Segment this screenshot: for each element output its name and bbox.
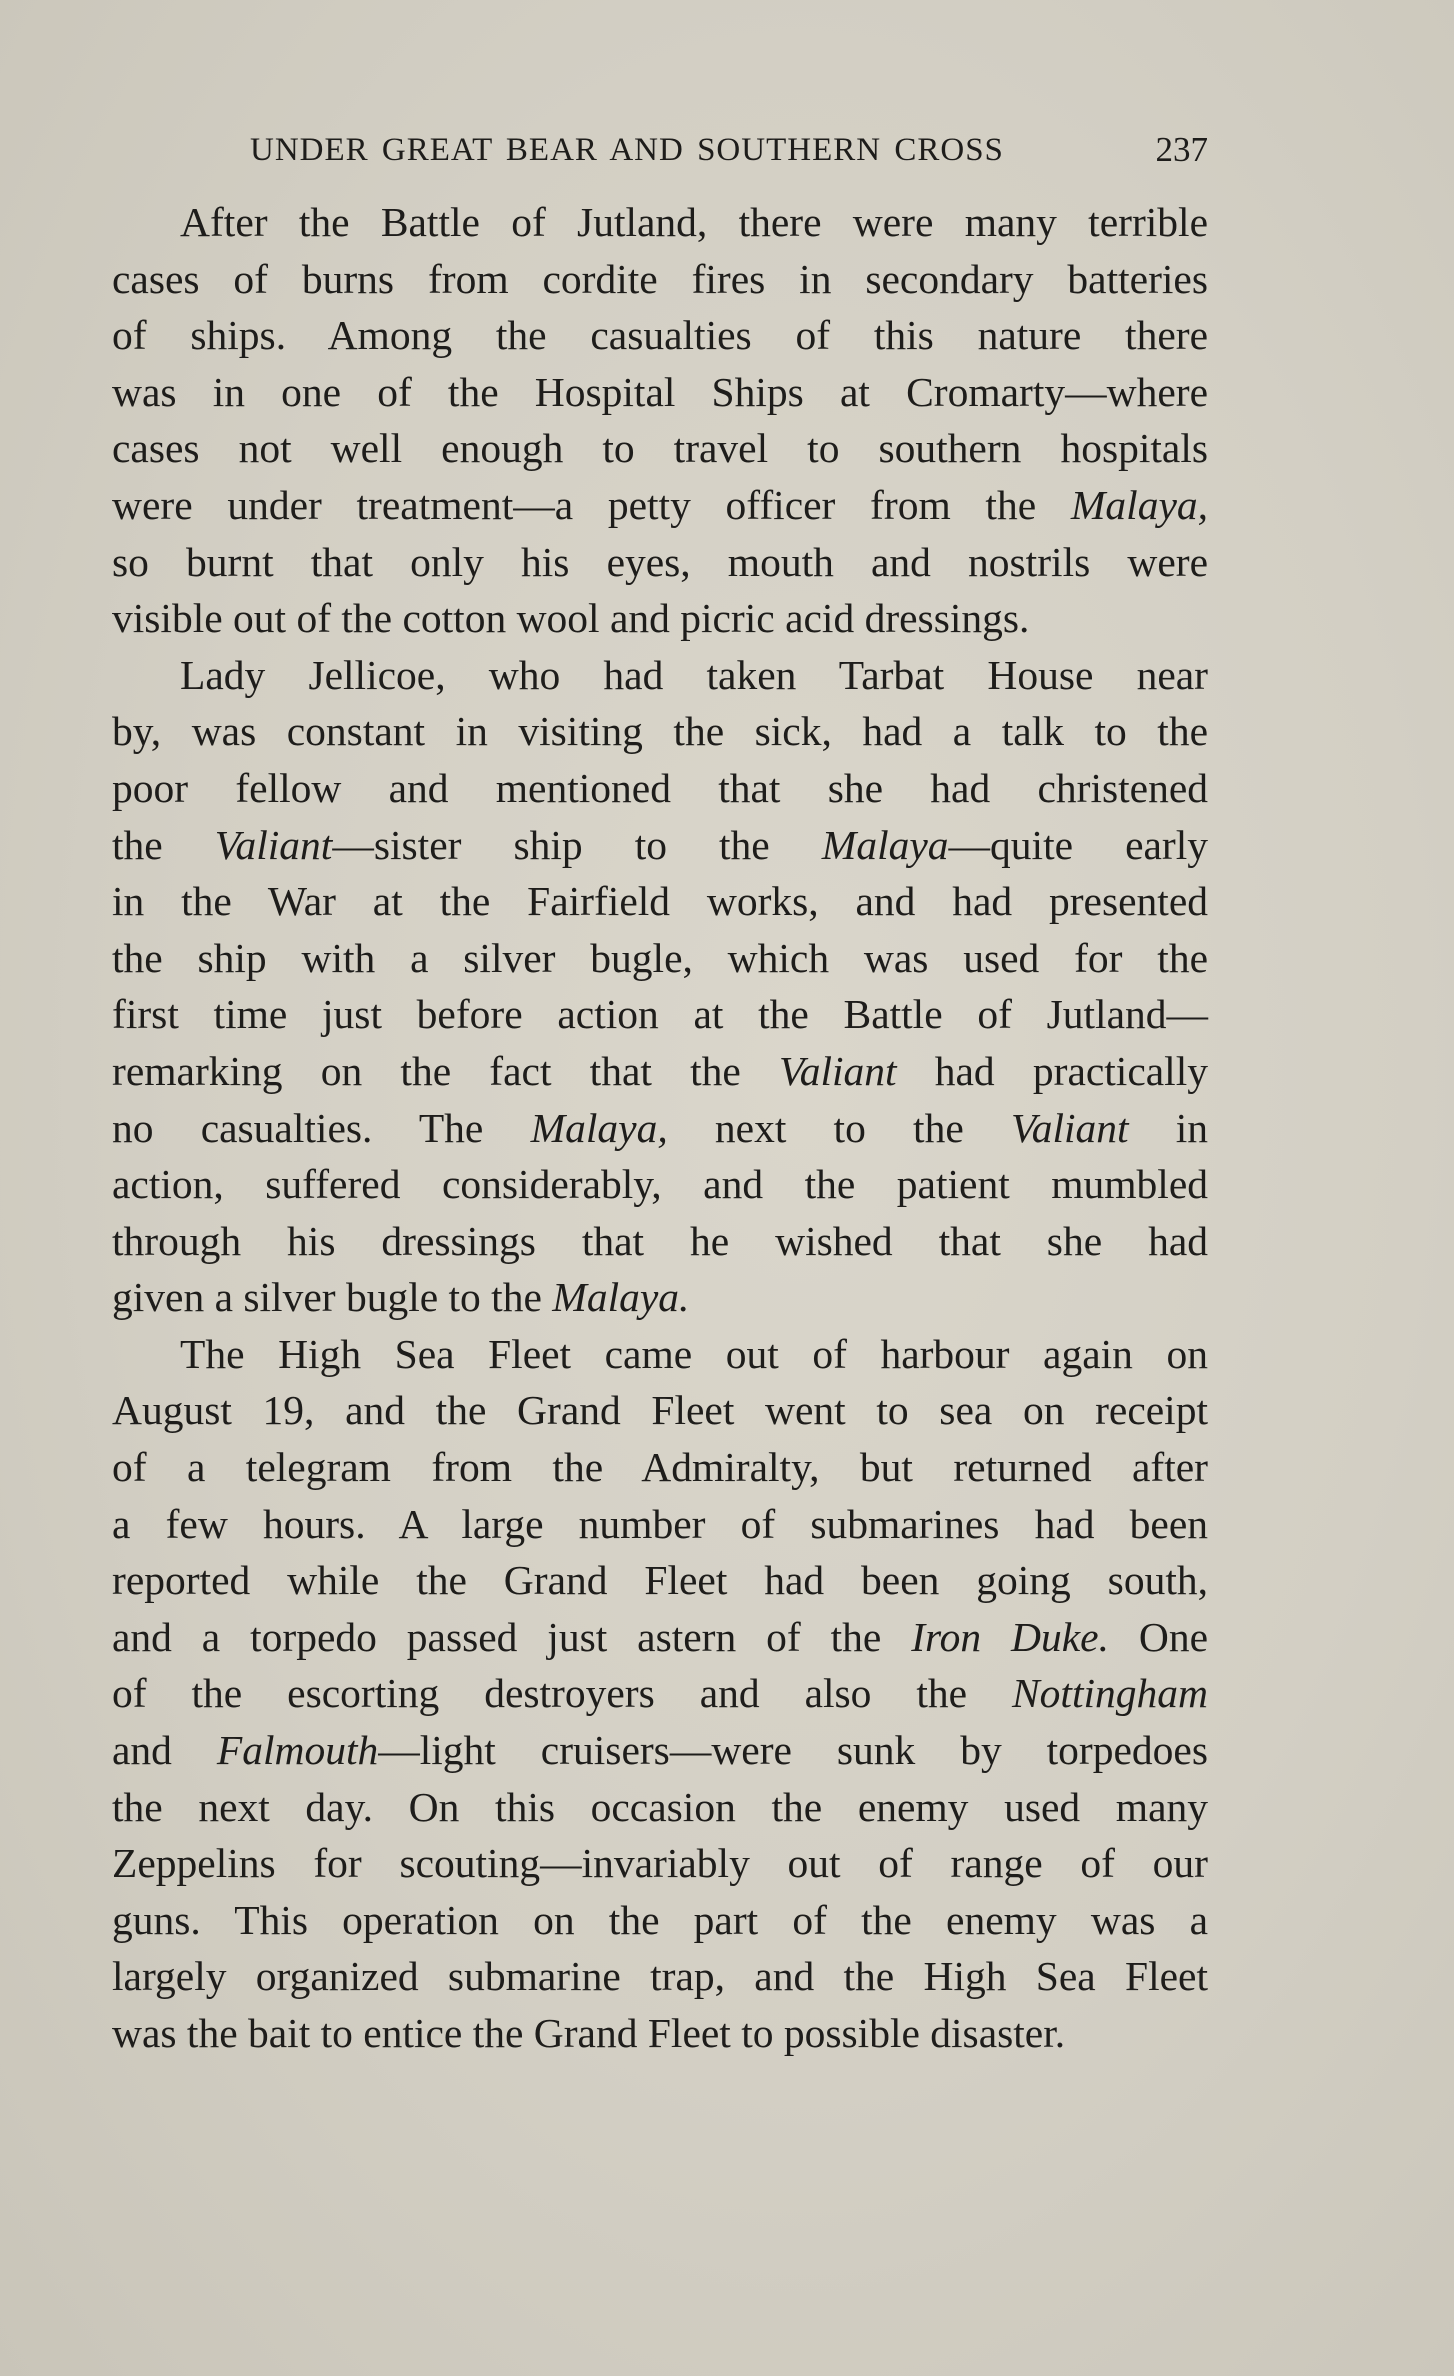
text-line	[112, 986, 1208, 1043]
italic-text: Malaya,	[1070, 481, 1208, 528]
text-line	[112, 364, 1208, 421]
text-run: poor fellow and mentioned that she had christened	[112, 764, 1208, 811]
italic-text: Nottingham	[1012, 1670, 1208, 1717]
text-line	[112, 1382, 1208, 1439]
text-line	[112, 1100, 1208, 1157]
text-run: the	[112, 821, 215, 868]
text-line	[112, 1326, 1208, 1383]
text-run: of the escorting destroyers and also the	[112, 1670, 1012, 1717]
text-line	[112, 1269, 1208, 1326]
text-line	[112, 420, 1208, 477]
text-line	[112, 1043, 1208, 1100]
text-run: remarking on the fact that the	[112, 1047, 779, 1094]
text-run: was the bait to entice the Grand Fleet to possible disaster.	[112, 2010, 1066, 2056]
text-run: next to the	[667, 1104, 1011, 1151]
text-line	[112, 1779, 1208, 1836]
text-line	[112, 703, 1208, 760]
text-run: guns. This operation on the part of the enemy was a	[112, 1896, 1208, 1943]
text-line	[112, 1665, 1208, 1722]
text-line	[112, 1156, 1208, 1213]
text-run: had practically	[896, 1047, 1208, 1094]
running-head	[112, 128, 1208, 172]
page-number: 237	[1155, 130, 1208, 169]
text-run: —quite early	[948, 821, 1209, 868]
text-line	[112, 1835, 1208, 1892]
text-run: of a telegram from the Admiralty, but returned after	[112, 1444, 1208, 1491]
text-run: first time just before action at the Battle of Jutland—	[112, 991, 1208, 1038]
text-line	[112, 1213, 1208, 1270]
text-line	[112, 590, 1208, 647]
text-line	[112, 817, 1208, 874]
text-run: the ship with a silver bugle, which was used for the	[112, 934, 1208, 981]
text-run: visible out of the cotton wool and picric acid dressings.	[112, 595, 1030, 642]
text-line	[112, 1722, 1208, 1779]
italic-text: Valiant	[778, 1047, 897, 1094]
text-line	[112, 760, 1208, 817]
italic-text: Valiant	[214, 821, 333, 868]
text-line	[112, 1892, 1208, 1949]
text-line	[112, 873, 1208, 930]
italic-text: Malaya.	[552, 1274, 690, 1321]
text-run: August 19, and the Grand Fleet went to sea on receipt	[112, 1387, 1208, 1434]
text-run: Lady Jellicoe, who had taken Tarbat House near	[180, 651, 1208, 698]
text-line	[112, 1609, 1208, 1666]
text-run: was in one of the Hospital Ships at Cromarty—where	[112, 368, 1208, 415]
text-line	[112, 1948, 1208, 2005]
text-run: and a torpedo passed just astern of the	[112, 1613, 912, 1660]
text-line	[112, 477, 1208, 534]
text-run: reported while the Grand Fleet had been going south,	[112, 1557, 1208, 1604]
italic-text: Iron Duke.	[911, 1613, 1109, 1660]
text-run: The High Sea Fleet came out of harbour again on	[180, 1330, 1208, 1377]
body-text	[112, 194, 1208, 2062]
text-run: cases not well enough to travel to southern hospitals	[112, 425, 1208, 472]
text-run: given a silver bugle to the	[112, 1274, 553, 1321]
text-run: cases of burns from cordite fires in secondary batteries	[112, 255, 1208, 302]
italic-text: Falmouth	[216, 1727, 379, 1774]
text-run: no casualties. The	[112, 1104, 531, 1151]
text-run: —sister ship to the	[332, 821, 822, 868]
text-run: by, was constant in visiting the sick, had a talk to the	[112, 708, 1208, 755]
italic-text: Malaya,	[530, 1104, 668, 1151]
text-run: After the Battle of Jutland, there were many terrible	[180, 199, 1208, 245]
text-line	[112, 194, 1208, 251]
text-line	[112, 647, 1208, 704]
text-line	[112, 1552, 1208, 1609]
text-run: of ships. Among the casualties of this nature there	[112, 312, 1208, 359]
text-run: were under treatment—a petty officer from the	[112, 481, 1071, 528]
running-title: UNDER GREAT BEAR AND SOUTHERN CROSS	[250, 132, 1004, 168]
italic-text: Malaya	[821, 821, 949, 868]
text-line	[112, 307, 1208, 364]
text-line	[112, 2005, 1208, 2062]
text-line	[112, 930, 1208, 987]
text-run: through his dressings that he wished that she had	[112, 1217, 1208, 1264]
text-run: One	[1108, 1613, 1208, 1660]
text-run: largely organized submarine trap, and the High Sea Fleet	[112, 1953, 1208, 2000]
text-run: and	[112, 1727, 217, 1774]
text-line	[112, 534, 1208, 591]
text-run: Zeppelins for scouting—invariably out of range of our	[112, 1840, 1208, 1887]
text-line	[112, 1496, 1208, 1553]
text-run: in the War at the Fairfield works, and had presented	[112, 878, 1208, 925]
text-run: so burnt that only his eyes, mouth and nostrils were	[112, 538, 1208, 585]
text-line	[112, 1439, 1208, 1496]
text-run: action, suffered considerably, and the patient mumbled	[112, 1161, 1208, 1208]
text-run: in	[1128, 1104, 1209, 1151]
italic-text: Valiant	[1010, 1104, 1129, 1151]
text-run: the next day. On this occasion the enemy used many	[112, 1783, 1208, 1830]
text-line	[112, 251, 1208, 308]
text-run: a few hours. A large number of submarines had been	[112, 1500, 1208, 1547]
text-run: —light cruisers—were sunk by torpedoes	[378, 1727, 1208, 1774]
